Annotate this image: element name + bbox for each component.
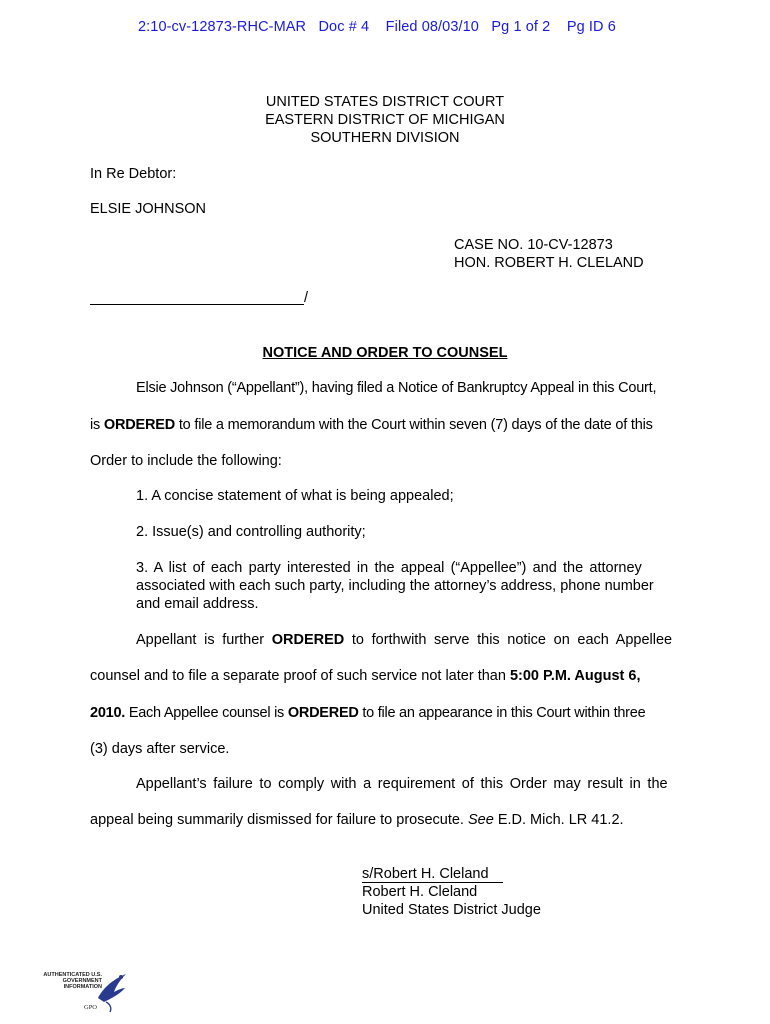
- document-title: [0, 345, 770, 361]
- signer-title: United States District Judge: [362, 902, 541, 918]
- case-reference: 2:10-cv-12873-RHC-MAR: [138, 19, 307, 35]
- deadline-emphasis: 5:00 P.M. August 6,: [509, 668, 641, 684]
- page-id: Pg ID 6: [566, 19, 616, 35]
- caption-slash: /: [304, 290, 309, 306]
- text-run: appeal being summarily dismissed for failure to prosecute.: [90, 812, 468, 828]
- paragraph-3-line-2: [90, 812, 624, 828]
- seal-label: GPO: [84, 1004, 98, 1011]
- signature-line: [362, 866, 503, 883]
- document-title-text: NOTICE AND ORDER TO COUNSEL: [262, 345, 508, 361]
- paragraph-3-line-1: Appellant’s failure to comply with a requirement of this Order may result in the: [136, 776, 668, 792]
- paragraph-1-line-1: Elsie Johnson (“Appellant”), having filed a Notice of Bankruptcy Appeal in this Court,: [136, 380, 657, 396]
- list-item-3-line-1: 3. A list of each party interested in the appeal (“Appellee”) and the attorney: [136, 560, 642, 576]
- seal-text: AUTHENTICATED U.S. GOVERNMENT INFORMATION: [43, 972, 102, 990]
- text-run: to file a memorandum with the Court within seven (7) days of the date of this: [175, 417, 653, 433]
- ordered-emphasis: ORDERED: [287, 705, 359, 721]
- page-count: Pg 1 of 2: [491, 19, 551, 35]
- list-item-1: 1. A concise statement of what is being appealed;: [136, 488, 454, 504]
- filing-header: [138, 19, 616, 35]
- paragraph-2-line-1: [136, 632, 672, 648]
- paragraph-2-line-4: (3) days after service.: [90, 741, 230, 757]
- in-re-label: In Re Debtor:: [90, 166, 177, 182]
- doc-number: Doc # 4: [318, 19, 370, 35]
- electronic-signature: s/Robert H. Cleland: [362, 867, 503, 883]
- case-number: CASE NO. 10-CV-12873: [454, 237, 613, 253]
- ordered-emphasis: ORDERED: [103, 417, 176, 433]
- signer-name: Robert H. Cleland: [362, 884, 478, 900]
- ordered-emphasis: ORDERED: [271, 632, 345, 648]
- eagle-seal-icon: [94, 968, 130, 1014]
- court-name: UNITED STATES DISTRICT COURT: [265, 94, 505, 110]
- deadline-year: 2010.: [90, 705, 126, 721]
- paragraph-2-line-3: [90, 705, 645, 721]
- caption-rule: [90, 304, 304, 305]
- citation-signal: See: [467, 812, 494, 828]
- text-run: Appellant is further: [136, 632, 272, 648]
- text-run: is: [90, 417, 104, 433]
- judge-name: HON. ROBERT H. CLELAND: [454, 255, 644, 271]
- paragraph-2-line-2: [90, 668, 641, 684]
- paragraph-1-line-2: [90, 417, 653, 433]
- text-run: to forthwith serve this notice on each Appellee: [344, 632, 673, 648]
- debtor-name: ELSIE JOHNSON: [90, 201, 207, 217]
- text-run: counsel and to file a separate proof of such service not later than: [90, 668, 510, 684]
- text-run: to file an appearance in this Court within three: [358, 705, 646, 721]
- text-run: Each Appellee counsel is: [125, 705, 288, 721]
- court-district: EASTERN DISTRICT OF MICHIGAN: [265, 112, 505, 128]
- list-item-2: 2. Issue(s) and controlling authority;: [136, 524, 366, 540]
- paragraph-1-line-3: Order to include the following:: [90, 453, 282, 469]
- filed-date: Filed 08/03/10: [385, 19, 479, 35]
- court-division: SOUTHERN DIVISION: [310, 130, 460, 146]
- list-item-3-line-2: associated with each such party, including the attorney’s address, phone number: [136, 578, 654, 594]
- gpo-authentication-seal: [40, 968, 132, 1016]
- list-item-3-line-3: and email address.: [136, 596, 259, 612]
- text-run: E.D. Mich. LR 41.2.: [493, 812, 624, 828]
